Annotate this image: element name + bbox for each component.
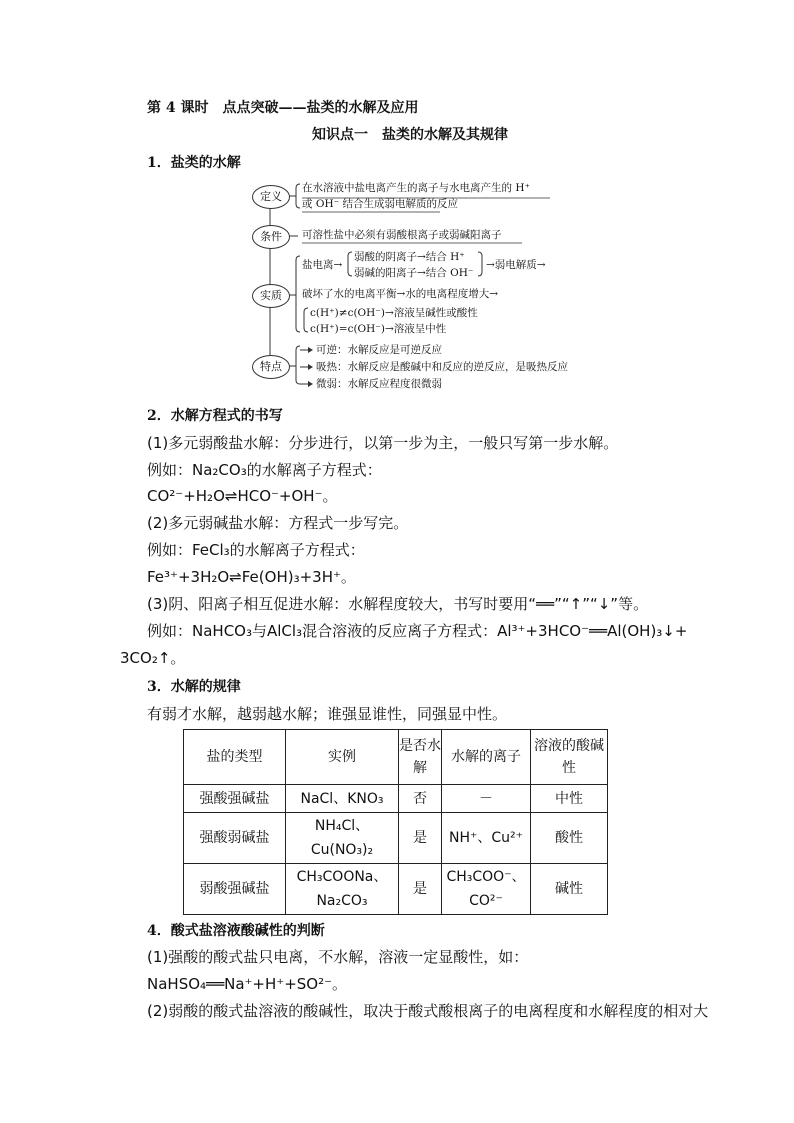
lesson-title: 第 4 课时 点点突破——盐类的水解及应用 bbox=[147, 100, 419, 116]
section-2-para-7: (3)阴、阳离子相互促进水解：水解程度较大，书写时要用“══”“↑”“↓”等。 bbox=[147, 595, 649, 613]
table-cell: NaCl、KNO₃ bbox=[286, 785, 399, 813]
section-3-heading: 3．水解的规律 bbox=[147, 679, 241, 695]
table-cell: CH₃COO⁻、CO²⁻ bbox=[442, 864, 531, 915]
section-1-heading: 1．盐类的水解 bbox=[147, 155, 241, 171]
condition-line: 可溶性盐中必须有弱酸根离子或弱碱阳离子 bbox=[302, 229, 502, 241]
table-header-cell: 盐的类型 bbox=[184, 730, 286, 785]
table-row bbox=[184, 864, 608, 915]
table-cell: 酸性 bbox=[531, 813, 608, 864]
table-header-row bbox=[184, 730, 608, 785]
node-essence: 实质 bbox=[252, 284, 290, 308]
table-cell: 是 bbox=[399, 813, 442, 864]
feature-endothermic: 吸热：水解反应是酸碱中和反应的逆反应，是吸热反应 bbox=[316, 361, 568, 373]
knowledge-point-title: 知识点一 盐类的水解及其规律 bbox=[312, 127, 508, 143]
table-cell: NH⁺、Cu²⁺ bbox=[442, 813, 531, 864]
table-row bbox=[184, 813, 608, 864]
section-2-para-9: 3CO₂↑。 bbox=[120, 649, 186, 667]
section-2-para-2: 例如：Na₂CO₃的水解离子方程式： bbox=[147, 461, 382, 479]
section-4-equation: NaHSO₄══Na⁺+H⁺+SO²⁻。 bbox=[147, 975, 348, 993]
feature-weak: 微弱：水解反应程度很微弱 bbox=[316, 378, 442, 390]
section-2-para-8: 例如：NaHCO₃与AlCl₃混合溶液的反应离子方程式：Al³⁺+3HCO⁻══Al(OH)₃↓+ bbox=[147, 622, 688, 640]
hydrolysis-concept-diagram bbox=[250, 176, 580, 396]
table-cell: 弱酸强碱盐 bbox=[184, 864, 286, 915]
section-2-para-1: (1)多元弱酸盐水解：分步进行，以第一步为主，一般只写第一步水解。 bbox=[147, 434, 619, 452]
node-condition: 条件 bbox=[252, 225, 290, 249]
table-cell: － bbox=[442, 785, 531, 813]
section-2-equation-1: CO²⁻+H₂O⇌HCO⁻+OH⁻。 bbox=[147, 487, 338, 505]
essence-suffix: →弱电解质→ bbox=[486, 259, 546, 271]
essence-weak-acid-anion: 弱酸的阴离子→结合 H⁺ bbox=[354, 251, 465, 263]
table-row bbox=[184, 785, 608, 813]
table-cell: 强酸弱碱盐 bbox=[184, 813, 286, 864]
essence-weak-base-cation: 弱碱的阳离子→结合 OH⁻ bbox=[354, 267, 474, 279]
table-cell: CH₃COONa、Na₂CO₃ bbox=[286, 864, 399, 915]
table-cell: 是 bbox=[399, 864, 442, 915]
section-4-heading: 4．酸式盐溶液酸碱性的判断 bbox=[147, 923, 325, 939]
essence-prefix: 盐电离→ bbox=[302, 259, 343, 271]
hydrolysis-rule-table bbox=[183, 729, 608, 915]
section-2-heading: 2．水解方程式的书写 bbox=[147, 408, 283, 424]
table-cell: 中性 bbox=[531, 785, 608, 813]
node-feature: 特点 bbox=[252, 355, 290, 379]
feature-reversible: 可逆：水解反应是可逆反应 bbox=[316, 344, 442, 356]
essence-neutral: c(H⁺)=c(OH⁻)→溶液呈中性 bbox=[310, 323, 447, 335]
table-cell: NH₄Cl、Cu(NO₃)₂ bbox=[286, 813, 399, 864]
table-header-cell: 溶液的酸碱性 bbox=[531, 730, 608, 785]
table-header-cell: 水解的离子 bbox=[442, 730, 531, 785]
table-cell: 碱性 bbox=[531, 864, 608, 915]
section-4-para-1: (1)强酸的酸式盐只电离，不水解，溶液一定显酸性，如： bbox=[147, 948, 529, 966]
table-header-cell: 是否水解 bbox=[399, 730, 442, 785]
section-2-para-5: 例如：FeCl₃的水解离子方程式： bbox=[147, 541, 365, 559]
hydrolysis-rule: 有弱才水解，越弱越水解；谁强显谁性，同强显中性。 bbox=[147, 705, 508, 723]
definition-line-1: 在水溶液中盐电离产生的离子与水电离产生的 H⁺ bbox=[302, 182, 531, 194]
essence-break-equilibrium: 破坏了水的电离平衡→水的电离程度增大→ bbox=[302, 288, 499, 300]
section-2-para-4: (2)多元弱碱盐水解：方程式一步写完。 bbox=[147, 514, 409, 532]
section-2-equation-2: Fe³⁺+3H₂O⇌Fe(OH)₃+3H⁺。 bbox=[147, 568, 356, 586]
essence-acidic-basic: c(H⁺)≠c(OH⁻)→溶液呈碱性或酸性 bbox=[310, 307, 478, 319]
table-cell: 否 bbox=[399, 785, 442, 813]
definition-line-2: 或 OH⁻ 结合生成弱电解质的反应 bbox=[302, 198, 458, 210]
node-definition: 定义 bbox=[252, 185, 290, 209]
section-4-para-3: (2)弱酸的酸式盐溶液的酸碱性，取决于酸式酸根离子的电离程度和水解程度的相对大 bbox=[147, 1002, 709, 1020]
table-header-cell: 实例 bbox=[286, 730, 399, 785]
table-cell: 强酸强碱盐 bbox=[184, 785, 286, 813]
